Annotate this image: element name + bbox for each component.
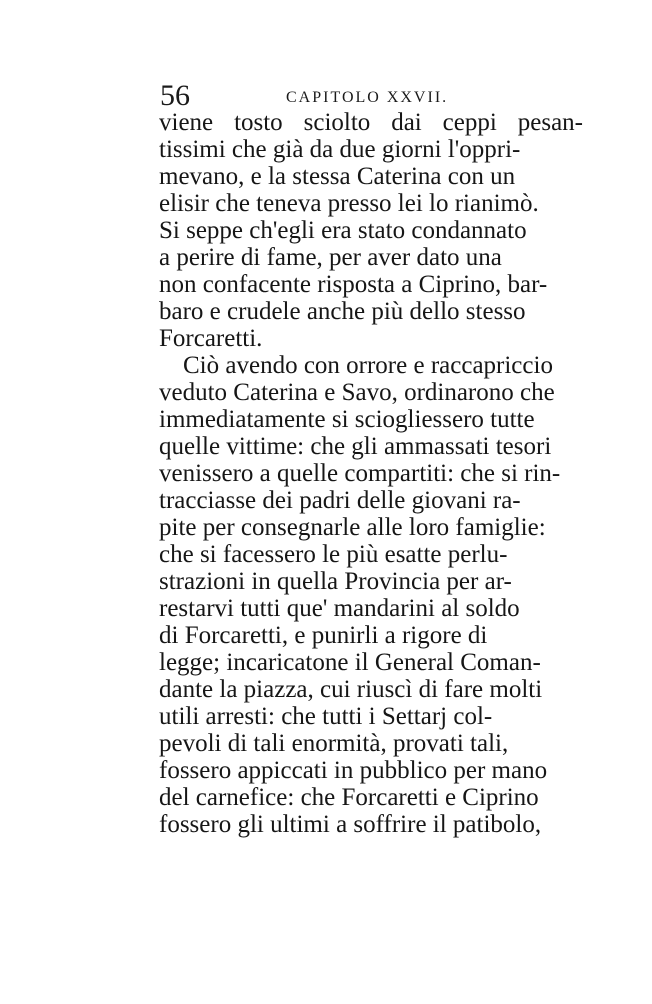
text-line: di Forcaretti, e punirli a rigore di: [159, 622, 488, 649]
text-line: tracciasse dei padri delle giovani ra-: [159, 487, 521, 514]
text-line: che si facessero le più esatte perlu-: [159, 541, 508, 568]
text-line: utili arresti: che tutti i Settarj col-: [159, 703, 493, 730]
text-line: Forcaretti.: [159, 325, 263, 352]
text-line: strazioni in quella Provincia per ar-: [159, 568, 512, 595]
text-line: non confacente risposta a Ciprino, bar-: [159, 271, 548, 298]
text-line: veduto Caterina e Savo, ordinarono che: [159, 379, 555, 406]
text-line: pevoli di tali enormità, provati tali,: [159, 730, 509, 757]
body-text: [0, 108, 652, 838]
text-line: viene tosto sciolto dai ceppi pesan-: [159, 109, 583, 136]
text-line: Si seppe ch'egli era stato condannato: [159, 217, 527, 244]
text-line: mevano, e la stessa Caterina con un: [159, 163, 516, 190]
text-line: baro e crudele anche più dello stesso: [159, 298, 526, 325]
text-line: legge; incaricatone il General Coman-: [159, 649, 541, 676]
text-line: immediatamente si sciogliessero tutte: [159, 406, 535, 433]
text-line: dante la piazza, cui riuscì di fare molti: [159, 676, 543, 703]
text-line: fossero appiccati in pubblico per mano: [159, 757, 548, 784]
text-line: Ciò avendo con orrore e raccapriccio: [183, 352, 553, 379]
text-line: tissimi che già da due giorni l'oppri-: [159, 136, 521, 163]
text-line: venissero a quelle compartiti: che si rin-: [159, 460, 561, 487]
text-line: fossero gli ultimi a soffrire il patibolo,: [159, 811, 542, 838]
text-line: a perire di fame, per aver dato una: [159, 244, 502, 271]
text-line: pite per consegnarle alle loro famiglie:: [159, 514, 546, 541]
text-line: quelle vittime: che gli ammassati tesori: [159, 433, 552, 460]
text-line: del carnefice: che Forcaretti e Ciprino: [159, 784, 539, 811]
page-number: 56: [160, 79, 190, 112]
chapter-title: CAPITOLO XXVII.: [286, 89, 449, 106]
text-line: elisir che teneva presso lei lo rianimò.: [159, 190, 539, 217]
text-line: restarvi tutti que' mandarini al soldo: [159, 595, 520, 622]
